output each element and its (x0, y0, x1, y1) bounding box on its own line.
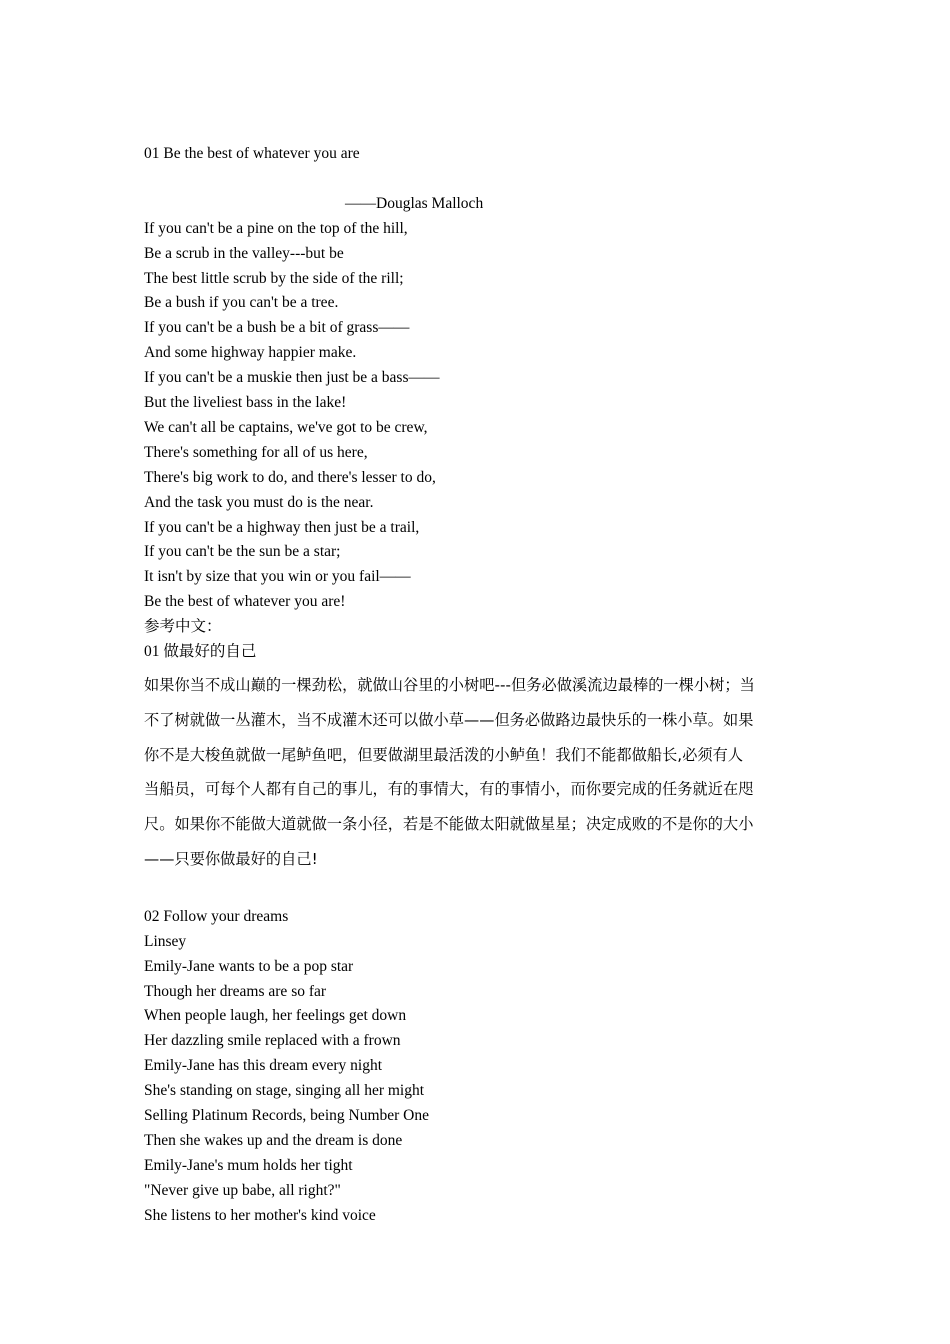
poem1-line: There's something for all of us here, (144, 443, 368, 461)
poem2-line: She listens to her mother's kind voice (144, 1206, 376, 1224)
poem1-line: And some highway happier make. (144, 344, 357, 362)
document-body (144, 142, 814, 1229)
poem2-line: She's standing on stage, singing all her might (144, 1082, 425, 1100)
poem1-line: We can't all be captains, we've got to be crew, (144, 418, 428, 436)
poem2-line: Emily-Jane's mum holds her tight (144, 1156, 353, 1174)
poem1-title: 01 Be the best of whatever you are (144, 145, 360, 162)
poem2-line: Then she wakes up and the dream is done (144, 1131, 403, 1149)
translation-line: ——只要你做最好的自己! (144, 850, 318, 868)
translation-line: 尺。如果你不能做大道就做一条小径，若是不能做太阳就做星星；决定成败的不是你的大小 (144, 815, 754, 834)
poem1-line: Be a bush if you can't be a tree. (144, 294, 339, 312)
poem1-verse (144, 217, 814, 616)
poem1-chinese-title: 01 做最好的自己 (144, 643, 257, 661)
poem2-author: Linsey (144, 932, 187, 950)
poem2-line: Though her dreams are so far (144, 982, 327, 1000)
poem2-line: Her dazzling smile replaced with a frown (144, 1032, 401, 1050)
poem2-verse (144, 955, 814, 1229)
poem2-title: 02 Follow your dreams (144, 907, 289, 925)
poem1-line: If you can't be a bush be a bit of grass—— (144, 319, 410, 337)
poem1-author: ——Douglas Malloch (345, 194, 484, 212)
poem1-line: But the liveliest bass in the lake! (144, 394, 347, 412)
poem1-line: If you can't be a pine on the top of the hill, (144, 219, 408, 237)
poem1-line: Be a scrub in the valley---but be (144, 244, 344, 262)
translation-line: 如果你当不成山巅的一棵劲松，就做山谷里的小树吧---但务必做溪流边最棒的一棵小树；当 (144, 676, 755, 695)
poem2-line: Selling Platinum Records, being Number One (144, 1107, 429, 1125)
blank-line (144, 167, 814, 192)
poem1-line: Be the best of whatever you are! (144, 593, 346, 611)
poem1-chinese-translation (144, 668, 814, 877)
poem2-line: Emily-Jane wants to be a pop star (144, 957, 354, 975)
poem1-line: If you can't be a highway then just be a trail, (144, 518, 420, 536)
poem2-line: Emily-Jane has this dream every night (144, 1057, 383, 1075)
translation-line: 当船员，可每个人都有自己的事儿，有的事情大，有的事情小，而你要完成的任务就近在咫 (144, 780, 754, 799)
reference-label: 参考中文： (144, 618, 222, 636)
poem1-line: And the task you must do is the near. (144, 493, 374, 511)
translation-line: 不了树就做一丛灌木，当不成灌木还可以做小草——但务必做路边最快乐的一株小草。如果 (144, 710, 754, 729)
poem1-line: The best little scrub by the side of the rill; (144, 269, 404, 287)
translation-line: 你不是大梭鱼就做一尾鲈鱼吧，但要做湖里最活泼的小鲈鱼！我们不能都做船长,必须有人 (144, 745, 744, 764)
poem1-line: There's big work to do, and there's lesser to do, (144, 468, 436, 486)
poem2-line: When people laugh, her feelings get down (144, 1007, 407, 1025)
poem1-line: It isn't by size that you win or you fail—— (144, 568, 411, 586)
poem1-line: If you can't be a muskie then just be a bass—— (144, 369, 440, 387)
blank-line (144, 877, 814, 905)
poem2-line: "Never give up babe, all right?" (144, 1181, 341, 1199)
poem1-line: If you can't be the sun be a star; (144, 543, 341, 561)
